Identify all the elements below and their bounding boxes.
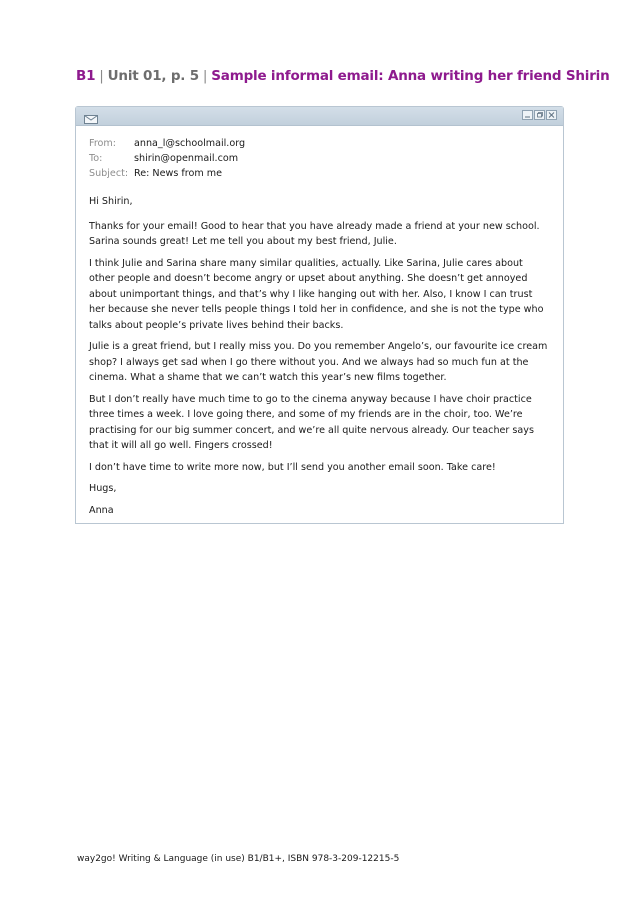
page-header bbox=[76, 68, 610, 84]
email-body bbox=[89, 194, 551, 524]
unit-label: Unit 01, p. 5 bbox=[107, 68, 199, 84]
window-controls bbox=[522, 110, 557, 120]
page-title: Sample informal email: Anna writing her friend Shirin bbox=[211, 68, 610, 84]
email-headers bbox=[89, 137, 245, 181]
to-row bbox=[89, 152, 245, 167]
email-paragraph: Thanks for your email! Good to hear that you have already made a friend at your new school. Sarina sounds great! Let me tell you about my best friend, Julie. bbox=[89, 220, 540, 247]
close-icon[interactable] bbox=[546, 110, 557, 120]
email-greeting: Hi Shirin, bbox=[89, 196, 133, 207]
page-footer: way2go! Writing & Language (in use) B1/B1+, ISBN 978-3-209-12215-5 bbox=[77, 854, 400, 864]
from-row bbox=[89, 137, 245, 152]
window-title-bar bbox=[76, 107, 563, 126]
email-paragraph: But I don’t really have much time to go to the cinema anyway because I have choir practice three times a week. I love going there, and some of my friends are in the choir, too. We’re practising for our big summer concert, and we’re all quite nervous already. Our teacher says that it will all go well. Fingers crossed! bbox=[89, 393, 534, 451]
subject-label: Subject: bbox=[89, 167, 129, 179]
to-label: To: bbox=[89, 152, 103, 164]
level-label: B1 bbox=[76, 68, 96, 84]
from-label: From: bbox=[89, 138, 117, 149]
email-paragraph: I don’t have time to write more now, but I’ll send you another email soon. Take care! bbox=[89, 461, 496, 473]
email-signature: Anna bbox=[89, 504, 114, 516]
header-separator: | bbox=[202, 68, 208, 84]
email-closing: Hugs, bbox=[89, 483, 117, 494]
subject-row bbox=[89, 167, 245, 182]
email-paragraph: Julie is a great friend, but I really miss you. Do you remember Angelo’s, our favourite ice cream shop? I always get sad when I go there without you. And we always had so much fun at the cinema. What a shame that we can’t watch this year’s new films together. bbox=[89, 341, 548, 383]
header-separator: | bbox=[99, 68, 104, 84]
from-address: anna_l@schoolmail.org bbox=[134, 138, 246, 149]
email-window bbox=[75, 106, 564, 524]
subject-value: Re: News from me bbox=[134, 167, 223, 179]
minimize-icon[interactable] bbox=[522, 110, 533, 120]
email-paragraph: I think Julie and Sarina share many similar qualities, actually. Like Sarina, Julie cares about other people and doesn’t become angry or upset about anything. She doesn’t get annoyed about unimportant things, and that’s why I like hanging out with her. Also, I know I can trust her because she never tells people things I told her in confidence, and she is not the type who talks about people’s private lives behind their backs. bbox=[89, 257, 544, 331]
envelope-icon bbox=[84, 111, 98, 120]
restore-icon[interactable] bbox=[534, 110, 545, 120]
to-address: shirin@openmail.com bbox=[134, 152, 239, 164]
